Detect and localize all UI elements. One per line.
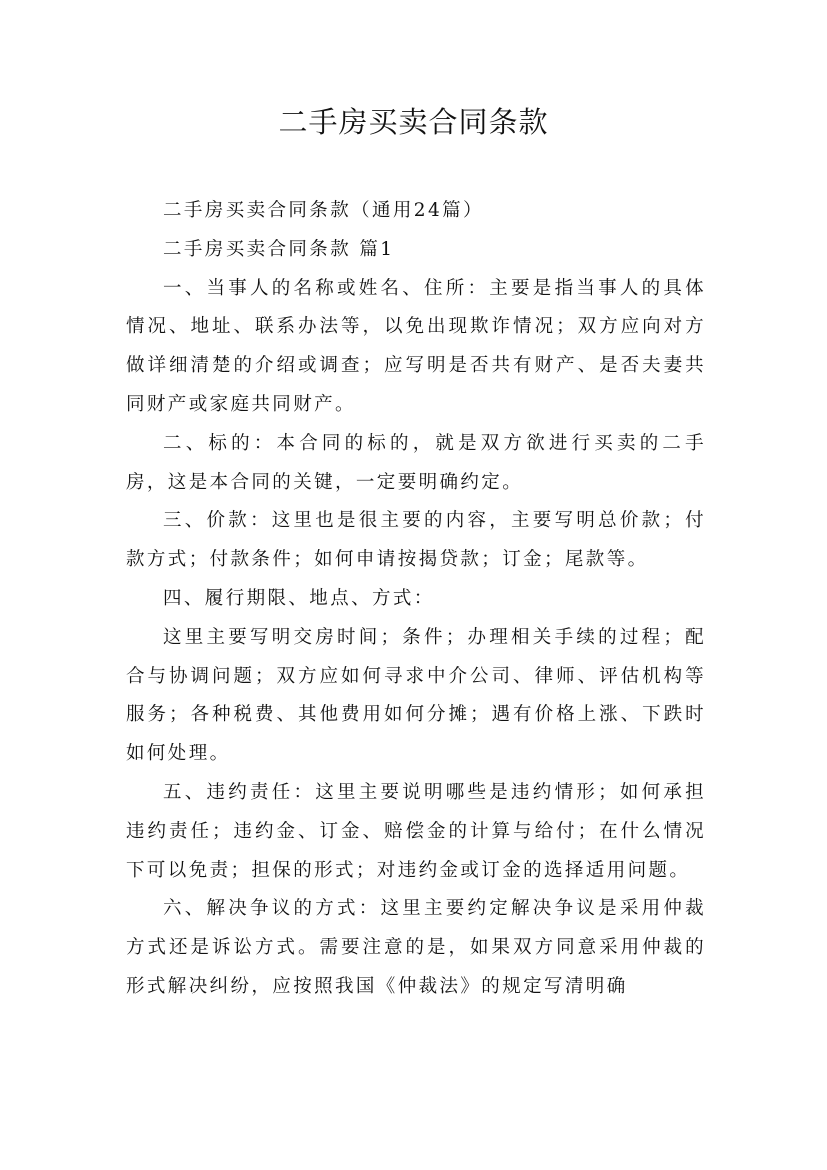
clause-parties: 一、当事人的名称或姓名、住所：主要是指当事人的具体情况、地址、联系办法等，以免出现欺诈情况；双方应向对方做详细清楚的介绍或调查；应写明是否共有财产、是否夫妻共同财产或家庭共同财产。 (126, 277, 706, 415)
clause-performance-heading: 四、履行期限、地点、方式： (163, 587, 435, 609)
clause-dispute: 六、解决争议的方式：这里主要约定解决争议是采用仲裁方式还是诉讼方式。需要注意的是，如果双方同意采用仲裁的形式解决纠纷，应按照我国《仲裁法》的规定写清明确 (126, 898, 706, 997)
doc-heading-part1: 二手房买卖合同条款 篇1 (163, 238, 395, 260)
clause-performance-body: 这里主要写明交房时间；条件；办理相关手续的过程；配合与协调问题；双方应如何寻求中介公司、律师、评估机构等服务；各种税费、其他费用如何分摊；遇有价格上涨、下跌时如何处理。 (126, 626, 706, 765)
clause-subject: 二、标的：本合同的标的，就是双方欲进行买卖的二手房，这是本合同的关键，一定要明确约定。 (126, 432, 706, 493)
clause-liability: 五、违约责任：这里主要说明哪些是违约情形；如何承担违约责任；违约金、订金、赔偿金的计算与给付；在什么情况下可以免责；担保的形式；对违约金或订金的选择适用问题。 (126, 781, 706, 881)
document-body (126, 192, 706, 1007)
doc-heading-general: 二手房买卖合同条款（通用24篇） (163, 200, 484, 221)
document-title: 二手房买卖合同条款 (278, 105, 549, 139)
clause-price: 三、价款：这里也是很主要的内容，主要写明总价款；付款方式；付款条件；如何申请按揭贷款；订金；尾款等。 (126, 510, 706, 571)
